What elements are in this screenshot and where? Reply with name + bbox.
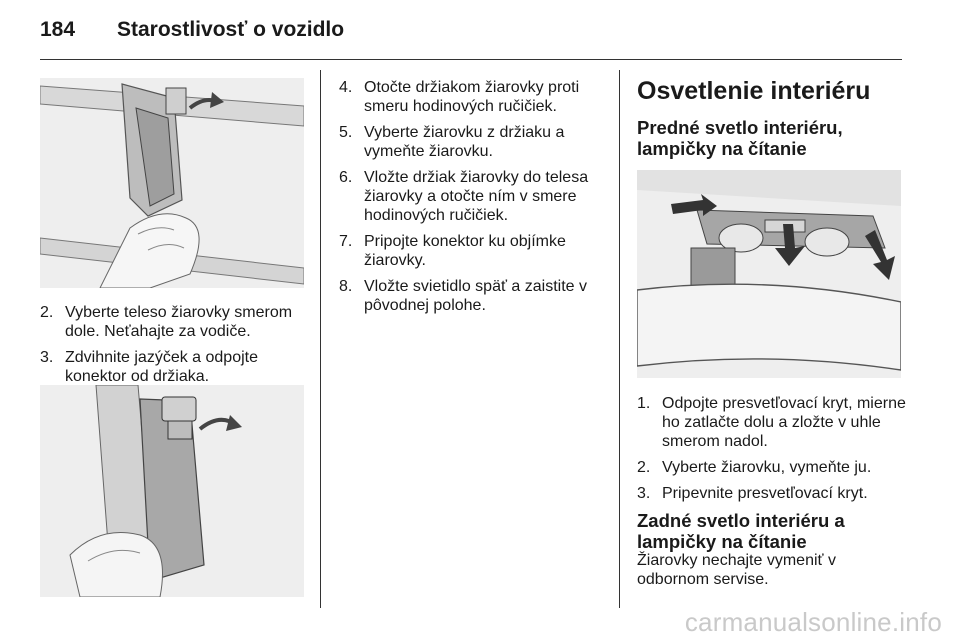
- step-item: [637, 484, 907, 503]
- step-text: Zdvihnite jazýček a odpojte konektor od držiaka.: [65, 349, 258, 385]
- connector-disconnect-illustration: [40, 385, 304, 597]
- step-number: 6.: [339, 169, 353, 186]
- step-text: Vyberte žiarovku, vymeňte ju.: [662, 459, 872, 476]
- step-text: Vložte svietidlo späť a zaistite v pôvodnej polohe.: [364, 278, 587, 314]
- watermark: carmanualsonline.info: [684, 607, 942, 637]
- step-number: 8.: [339, 278, 353, 295]
- page-title: Starostlivosť o vozidlo: [117, 18, 345, 41]
- step-text: Otočte držiakom žiarovky proti smeru hodinových ručičiek.: [364, 79, 580, 115]
- left-steps-list: [40, 303, 310, 393]
- step-number: 1.: [637, 395, 651, 412]
- front-steps-list: [637, 394, 907, 510]
- step-number: 7.: [339, 233, 353, 250]
- subsection-heading-rear-line2: lampičky na čítanie: [637, 531, 807, 552]
- subsection-heading-front-line2: lampičky na čítanie: [637, 138, 807, 159]
- section-heading: Osvetlenie interiéru: [637, 77, 871, 105]
- step-number: 2.: [637, 459, 651, 476]
- step-text: Pripevnite presvetľovací kryt.: [662, 485, 868, 502]
- column-divider-right: [619, 70, 620, 608]
- lamp-housing-removal-illustration: [40, 78, 304, 288]
- step-item: [339, 78, 607, 116]
- step-text: Vložte držiak žiarovky do telesa žiarovky a otočte ním v smere hodinových ručičiek.: [364, 169, 589, 224]
- step-item: [339, 123, 607, 161]
- step-text: Vyberte teleso žiarovky smerom dole. Neťahajte za vodiče.: [65, 304, 293, 340]
- step-item: [40, 348, 310, 386]
- step-text: Vyberte žiarovku z držiaku a vymeňte žiarovku.: [364, 124, 565, 160]
- column-divider-left: [320, 70, 321, 608]
- step-number: 4.: [339, 79, 353, 96]
- rear-light-note: Žiarovky nechajte vymeniť v odbornom servise.: [637, 552, 836, 588]
- step-number: 2.: [40, 304, 54, 321]
- step-item: [637, 458, 907, 477]
- header-rule: [40, 59, 902, 60]
- middle-steps-list: [339, 78, 607, 322]
- step-item: [339, 232, 607, 270]
- step-item: [40, 303, 310, 341]
- subsection-heading-front-line1: Predné svetlo interiéru,: [637, 117, 843, 138]
- step-item: [339, 168, 607, 225]
- step-number: 3.: [40, 349, 54, 366]
- step-item: [637, 394, 907, 451]
- front-interior-light-illustration: [637, 170, 901, 378]
- step-number: 5.: [339, 124, 353, 141]
- step-number: 3.: [637, 485, 651, 502]
- step-text: Pripojte konektor ku objímke žiarovky.: [364, 233, 566, 269]
- page-number: 184: [40, 18, 76, 41]
- step-item: [339, 277, 607, 315]
- subsection-heading-rear-line1: Zadné svetlo interiéru a: [637, 510, 845, 531]
- page-header: [40, 16, 920, 62]
- step-text: Odpojte presvetľovací kryt, mierne ho zatlačte dolu a zložte v uhle smerom nadol.: [662, 395, 906, 450]
